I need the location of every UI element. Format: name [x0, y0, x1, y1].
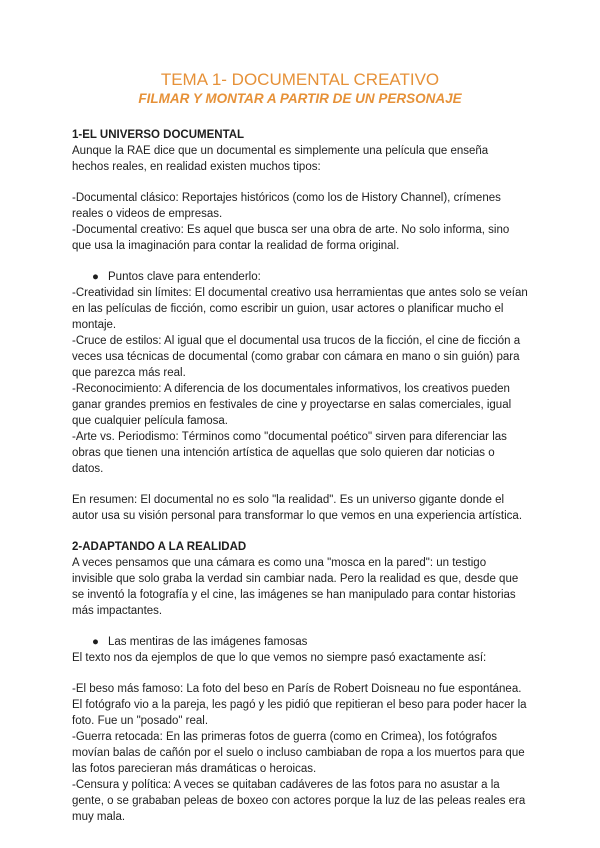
- list-item: -Documental clásico: Reportajes históricos (como los de History Channel), crímenes reales o videos de empresas.: [72, 192, 501, 220]
- section-heading: 1-EL UNIVERSO DOCUMENTAL: [72, 129, 245, 141]
- section-adaptando-realidad: [72, 539, 528, 825]
- paragraph: En resumen: El documental no es solo "la realidad". Es un universo gigante donde el autor usa su visión personal para transformar lo que vemos en una experiencia artística.: [72, 494, 523, 522]
- section-universo-documental: [72, 127, 528, 524]
- list-item: -Censura y política: A veces se quitaban cadáveres de las fotos para no asustar a la gente, o se grababan peleas de boxeo con actores porque la luz de las peleas reales era muy mala.: [72, 779, 526, 823]
- bullet-text: Puntos clave para entenderlo:: [108, 271, 261, 283]
- list-item: -Cruce de estilos: Al igual que el documental usa trucos de la ficción, el cine de ficción a veces usa técnicas de documental (como grabar con cámara en mano o sin guión) para que parezca más real.: [72, 335, 521, 379]
- list-item: -Creatividad sin límites: El documental creativo usa herramientas que antes solo se veían en las películas de ficción, como escribir un guion, usar actores o planificar mucho el montaje.: [72, 287, 528, 331]
- document-title: TEMA 1- DOCUMENTAL CREATIVO: [160, 70, 440, 89]
- paragraph: Aunque la RAE dice que un documental es simplemente una película que enseña hechos reales, en realidad existen muchos tipos:: [72, 145, 489, 173]
- section-heading: 2-ADAPTANDO A LA REALIDAD: [72, 541, 247, 553]
- bullet-item: [72, 634, 528, 650]
- bullet-dot-icon: ●: [92, 636, 99, 648]
- list-item: -Guerra retocada: En las primeras fotos de guerra (como en Crimea), los fotógrafos movían balas de cañón por el suelo o incluso cambiaban de ropa a los muertos para que las fotos parecieran más dramáticas o heroicas.: [72, 731, 525, 775]
- paragraph: El texto nos da ejemplos de que lo que vemos no siempre pasó exactamente así:: [72, 652, 487, 664]
- list-item: -Reconocimiento: A diferencia de los documentales informativos, los creativos pueden ganar grandes premios en festivales de cine y proyectarse en salas comerciales, igual que cualquier película famosa.: [72, 383, 512, 427]
- bullet-dot-icon: ●: [92, 271, 99, 283]
- document-page: [72, 70, 528, 825]
- bullet-text: Las mentiras de las imágenes famosas: [108, 636, 308, 648]
- list-item: -Arte vs. Periodismo: Términos como "documental poético" sirven para diferenciar las obras que tienen una intención artística de aquellas que solo quieren dar noticias o datos.: [72, 431, 507, 475]
- bullet-item: [72, 269, 528, 285]
- list-item: -Documental creativo: Es aquel que busca ser una obra de arte. No solo informa, sino que usa la imaginación para contar la realidad de forma original.: [72, 224, 510, 252]
- document-subtitle: FILMAR Y MONTAR A PARTIR DE UN PERSONAJE: [138, 91, 462, 106]
- paragraph: A veces pensamos que una cámara es como una "mosca en la pared": un testigo invisible que solo graba la verdad sin cambiar nada. Pero la realidad es que, desde que se inventó la fotografía y el cine, las imágenes se han manipulado para contar historias más impactantes.: [72, 557, 519, 617]
- list-item: -El beso más famoso: La foto del beso en París de Robert Doisneau no fue espontánea. El fotógrafo vio a la pareja, les pagó y les pidió que repitieran el beso para poder hacer la foto. Fue un "posado" real.: [72, 683, 527, 727]
